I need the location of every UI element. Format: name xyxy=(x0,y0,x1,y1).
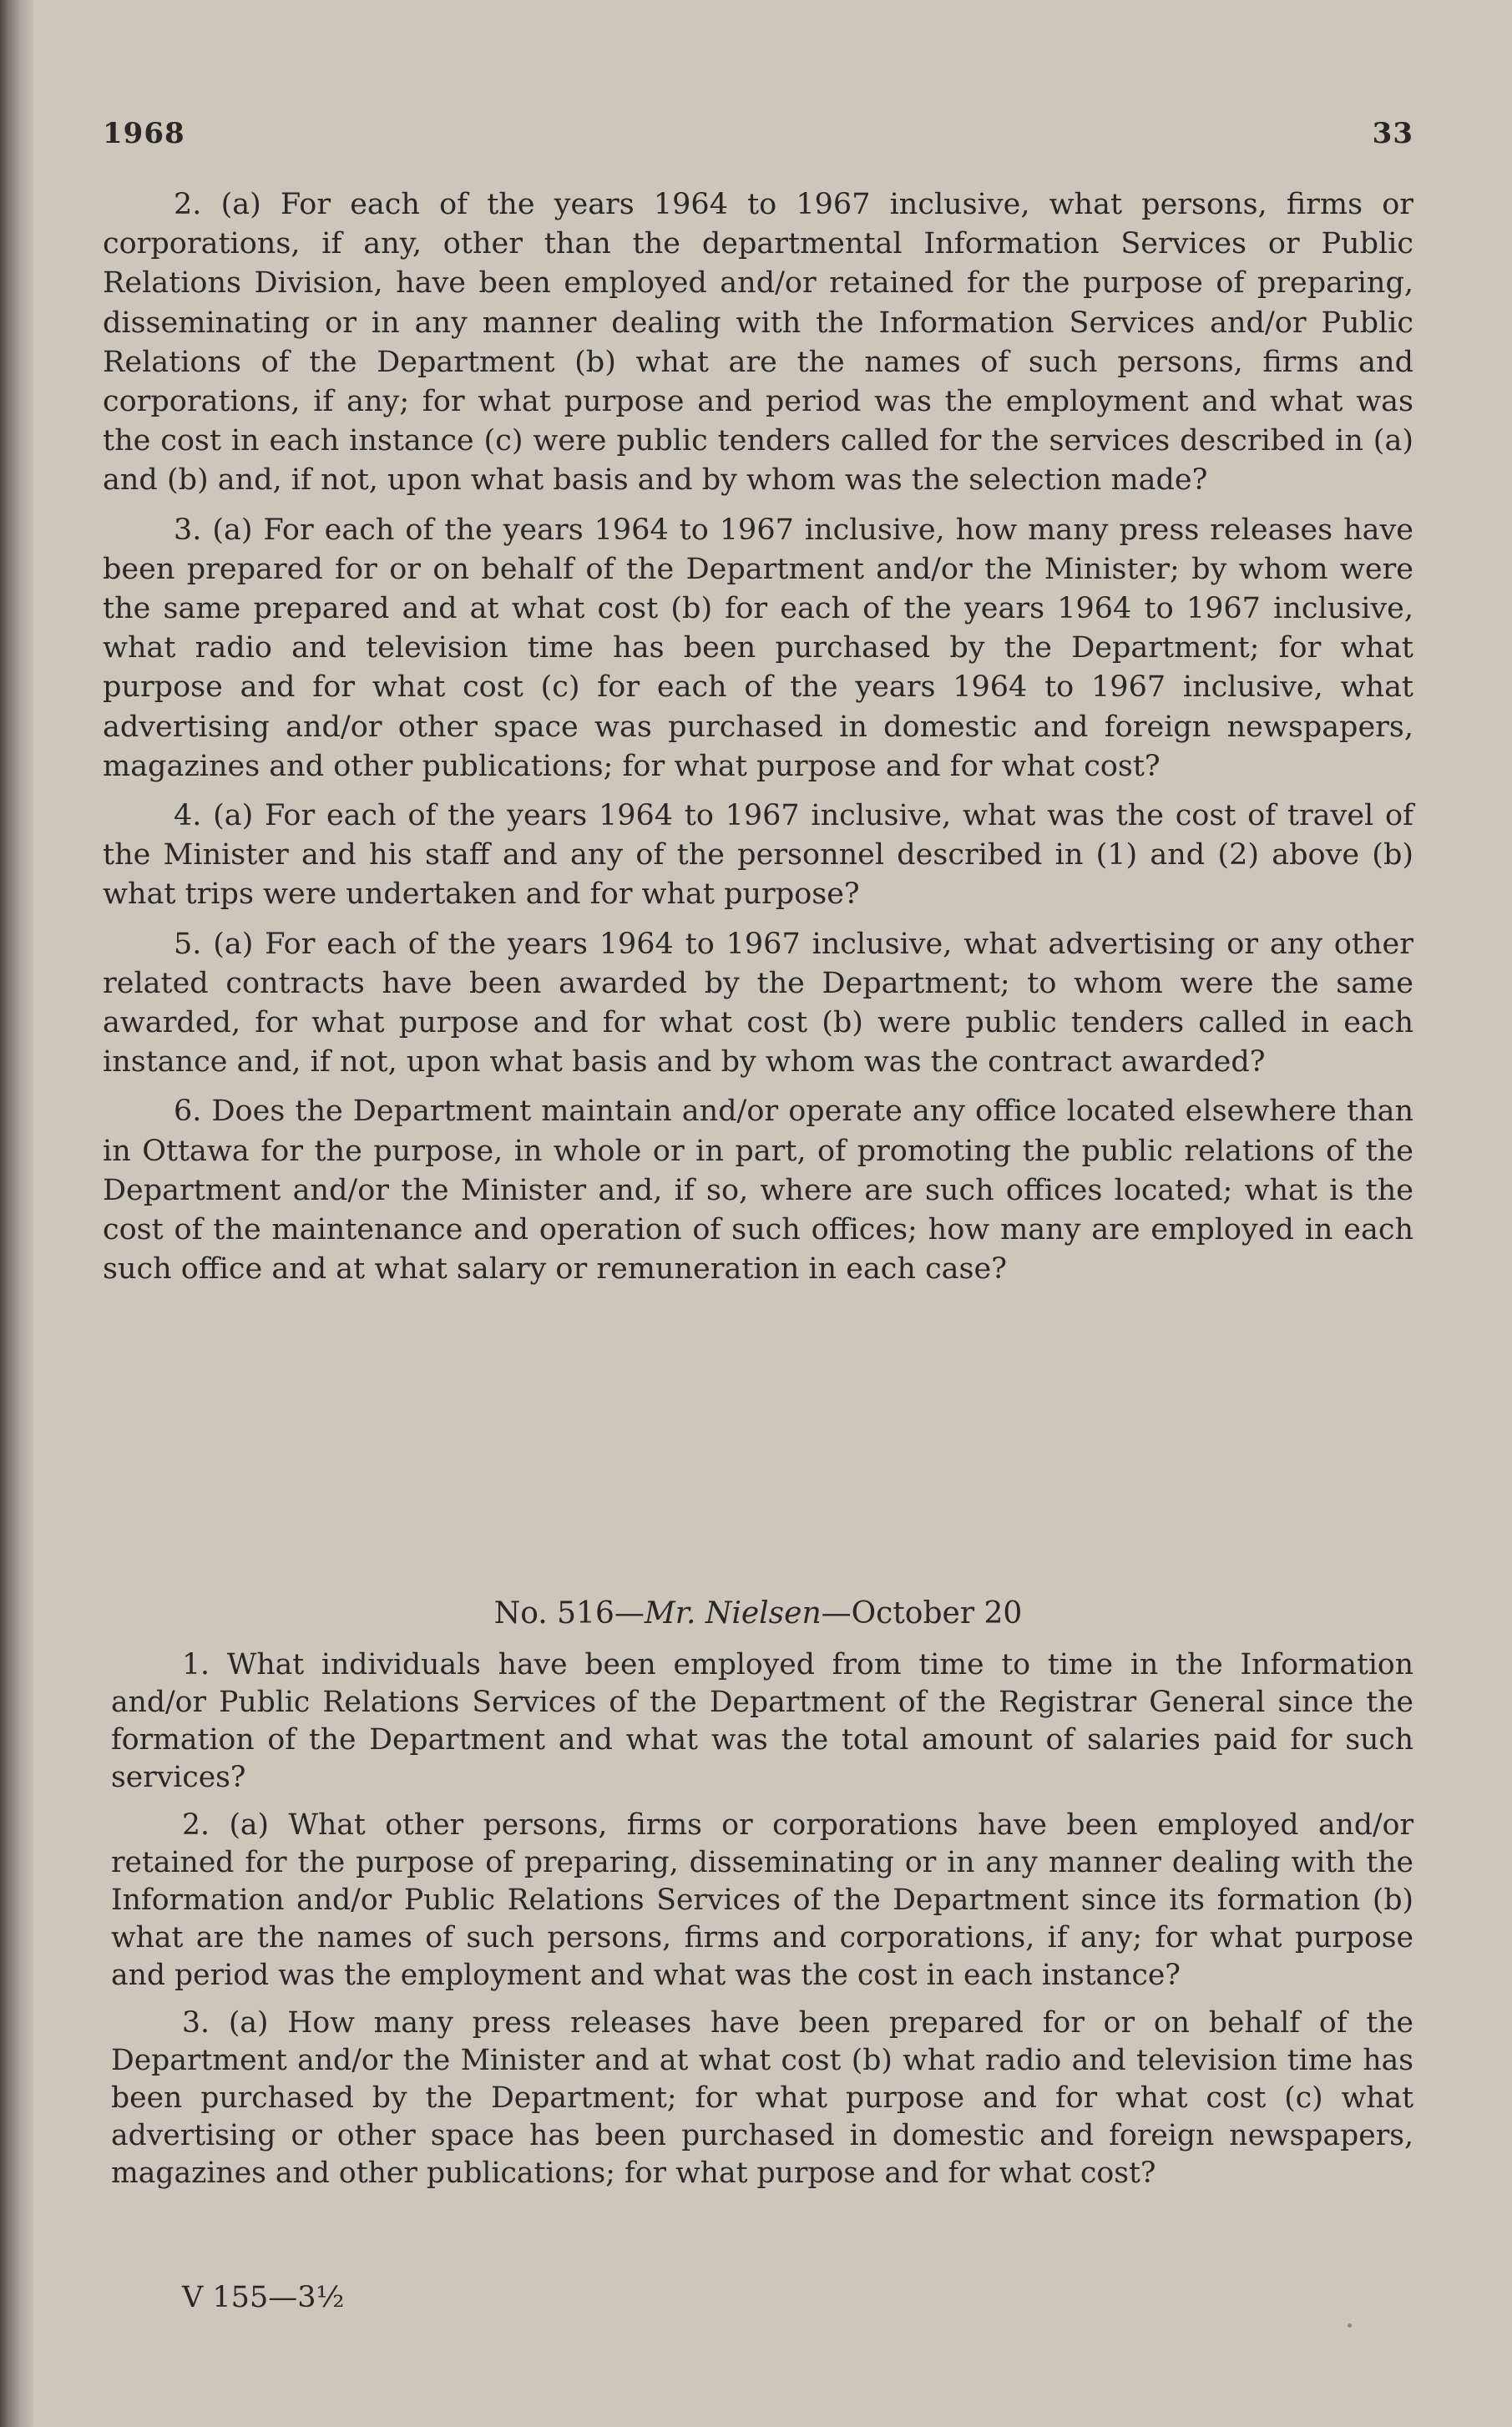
paragraph-number: 6. xyxy=(174,1095,202,1129)
page-binding-edge xyxy=(0,0,33,2427)
paragraph-number: 1. xyxy=(182,1648,210,1681)
paragraph-3 xyxy=(111,2005,1413,2192)
question-heading: No. 516—Mr. Nielsen—October 20 xyxy=(493,1596,1023,1631)
paragraph-number: 5. xyxy=(174,927,202,961)
paragraph-text: What individuals have been employed from time to time in the Information and/or Public Relations Services of the Department of the Registrar General since the formation of the Department and what was the total amount of salaries paid for such services? xyxy=(111,1648,1414,1794)
paragraph-2 xyxy=(103,185,1413,501)
running-head-year: 1968 xyxy=(103,117,185,150)
question-block-516 xyxy=(111,1646,1413,2192)
paragraph-text: (a) For each of the years 1964 to 1967 inclusive, what advertising or any other related contracts have been awarded by the Department; to whom were the same awarded, for what purpose and for what cost (b) were public tenders called in each instance and, if not, upon what basis and by whom was the contract awarded? xyxy=(103,927,1413,1080)
paragraph-2 xyxy=(111,1807,1413,1995)
paragraph-5 xyxy=(103,925,1413,1083)
paragraph-text: (a) What other persons, firms or corporations have been employed and/or retained for the purpose of preparing, disseminating or in any manner dealing with the Information and/or Public Relations Services of the Department since its formation (b) what are the names of such persons, firms and corporations, if any; for what purpose and period was the employment and what was the cost in each instance? xyxy=(111,1808,1413,1992)
paragraph-4 xyxy=(103,796,1413,915)
paragraph-number: 3. xyxy=(182,2006,210,2040)
paragraph-number: 2. xyxy=(174,188,202,221)
paragraph-number: 2. xyxy=(182,1808,210,1842)
paragraph-1 xyxy=(111,1646,1413,1797)
paragraph-6 xyxy=(103,1092,1413,1289)
paragraph-number: 3. xyxy=(174,513,202,547)
paragraph-text: (a) For each of the years 1964 to 1967 inclusive, what persons, firms or corporations, if any, other than the departmental Information Services or Public Relations Division, have been employed and/or retained for the purpose of preparing, disseminating or in any manner dealing with the Information Services and/or Public Relations of the Department (b) what are the names of such persons, firms and corporations, if any; for what purpose and period was the employment and what was the cost in each instance (c) were public tenders called for the services described in (a) and (b) and, if not, upon what basis and by whom was the selection made? xyxy=(103,188,1413,498)
paragraph-text: (a) For each of the years 1964 to 1967 inclusive, how many press releases have been prepared for or on behalf of the Department and/or the Minister; by whom were the same prepared and at what cost (b) for each of the years 1964 to 1967 inclusive, what radio and television time has been purchased by the Department; for what purpose and for what cost (c) for each of the years 1964 to 1967 inclusive, what advertising and/or other space was purchased in domestic and foreign newspapers, magazines and other publications; for what purpose and for what cost? xyxy=(103,513,1413,783)
paragraph-text: Does the Department maintain and/or operate any office located elsewhere than in Ottawa for the purpose, in whole or in part, of promoting the public relations of the Department and/or the Minister and, if so, where are such offices located; what is the cost of the maintenance and operation of such offices; how many are employed in each such office and at what salary or remuneration in each case? xyxy=(103,1095,1413,1287)
page-number: 33 xyxy=(1372,117,1413,150)
paragraph-text: (a) For each of the years 1964 to 1967 inclusive, what was the cost of travel of the Minister and his staff and any of the personnel described in (1) and (2) above (b) what trips were undertaken and for what purpose? xyxy=(103,799,1413,912)
paragraph-text: (a) How many press releases have been prepared for or on behalf of the Department and/or the Minister and at what cost (b) what radio and television time has been purchased by the Department; for what purpose and for what cost (c) what advertising or other space has been purchased in domestic and foreign newspapers, magazines and other publications; for what purpose and for what cost? xyxy=(111,2006,1413,2190)
paragraph-number: 4. xyxy=(174,799,202,833)
paper-speck xyxy=(1348,2323,1352,2328)
signature-mark: V 155—3½ xyxy=(182,2281,345,2314)
paragraph-3 xyxy=(103,511,1413,786)
member-name: Mr. Nielsen xyxy=(644,1596,822,1631)
question-block-continued xyxy=(103,185,1413,1289)
